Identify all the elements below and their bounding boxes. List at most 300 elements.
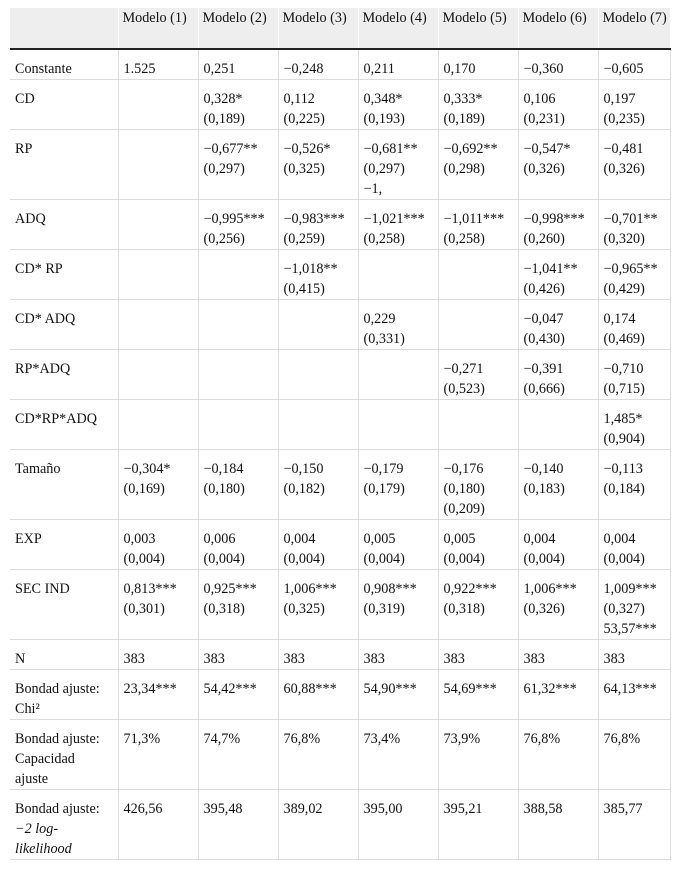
cell-value: −0,179 xyxy=(363,461,404,477)
table-cell xyxy=(598,670,670,720)
cell-value-secondary: (0,180) xyxy=(443,481,485,497)
cell-value: −0,605 xyxy=(603,61,644,77)
table-cell xyxy=(278,200,358,250)
table-cell xyxy=(278,670,358,720)
row-label xyxy=(10,80,118,130)
cell-value: 0,211 xyxy=(363,61,395,77)
cell-value-secondary: (0,182) xyxy=(283,481,325,497)
row-label-line: CD* RP xyxy=(15,261,63,277)
table-cell xyxy=(518,790,598,860)
row-label-line: RP xyxy=(15,141,33,157)
cell-value-secondary: (0,004) xyxy=(123,551,165,567)
table-row xyxy=(10,49,670,80)
header-model-2: Modelo (2) xyxy=(198,8,278,49)
header-model-7: Modelo (7) xyxy=(598,8,670,49)
table-cell xyxy=(118,450,198,520)
row-label-line: ADQ xyxy=(15,211,46,227)
table-cell xyxy=(278,570,358,640)
table-cell xyxy=(518,670,598,720)
cell-value-secondary: (0,297) xyxy=(203,161,245,177)
cell-value-secondary: 53,57*** xyxy=(603,621,657,637)
header-model-3: Modelo (3) xyxy=(278,8,358,49)
table-cell xyxy=(198,200,278,250)
table-cell xyxy=(198,640,278,670)
table-cell xyxy=(358,720,438,790)
cell-value: 426,56 xyxy=(123,801,163,817)
table-cell xyxy=(118,400,198,450)
cell-value-secondary: (0,429) xyxy=(603,281,645,297)
cell-value: 73,9% xyxy=(443,731,481,747)
row-label-line: Capacidad xyxy=(15,751,75,767)
table-row xyxy=(10,640,670,670)
cell-value-secondary: (0,260) xyxy=(523,231,565,247)
cell-value-secondary: (0,326) xyxy=(523,601,565,617)
table-cell xyxy=(278,520,358,570)
table-cell xyxy=(438,790,518,860)
table-cell xyxy=(518,720,598,790)
cell-value: 385,77 xyxy=(603,801,643,817)
cell-value: 0,112 xyxy=(283,91,315,107)
cell-value: 0,004 xyxy=(523,531,556,547)
table-row xyxy=(10,80,670,130)
cell-value: 76,8% xyxy=(283,731,321,747)
table-cell xyxy=(278,720,358,790)
cell-value: 1,485* xyxy=(603,411,643,427)
cell-value: −1,041** xyxy=(523,261,578,277)
cell-value: 0,197 xyxy=(603,91,636,107)
cell-value: 0,908*** xyxy=(363,581,417,597)
cell-value-secondary: (0,004) xyxy=(443,551,485,567)
table-cell xyxy=(198,350,278,400)
row-label xyxy=(10,250,118,300)
row-label xyxy=(10,300,118,350)
cell-value-secondary: (0,666) xyxy=(523,381,565,397)
table-cell xyxy=(198,300,278,350)
table-cell xyxy=(198,49,278,80)
table-cell xyxy=(278,450,358,520)
cell-value: 54,69*** xyxy=(443,681,497,697)
table-cell xyxy=(118,80,198,130)
table-cell xyxy=(198,720,278,790)
cell-value-secondary: (0,430) xyxy=(523,331,565,347)
cell-value: 1,006*** xyxy=(283,581,337,597)
table-cell xyxy=(198,520,278,570)
table-cell xyxy=(198,790,278,860)
cell-value: 71,3% xyxy=(123,731,161,747)
cell-value: 73,4% xyxy=(363,731,401,747)
cell-value: −0,481 xyxy=(603,141,644,157)
cell-value: −0,047 xyxy=(523,311,564,327)
table-body xyxy=(10,49,670,860)
table-cell xyxy=(278,130,358,200)
cell-value: 383 xyxy=(203,651,225,667)
header-model-4: Modelo (4) xyxy=(358,8,438,49)
row-label-line: CD*RP*ADQ xyxy=(15,411,97,427)
row-label xyxy=(10,49,118,80)
table-cell xyxy=(438,350,518,400)
table-cell xyxy=(278,49,358,80)
table-row xyxy=(10,570,670,640)
cell-value: −0,677** xyxy=(203,141,258,157)
cell-value-secondary: (0,325) xyxy=(283,601,325,617)
table-cell xyxy=(438,250,518,300)
table-cell xyxy=(518,640,598,670)
table-cell xyxy=(598,350,670,400)
cell-value: −0,360 xyxy=(523,61,564,77)
cell-value: −0,113 xyxy=(603,461,643,477)
table-cell xyxy=(358,400,438,450)
cell-value: 1.525 xyxy=(123,61,156,77)
header-corner xyxy=(10,8,118,49)
header-row xyxy=(10,8,670,49)
cell-value: −0,547* xyxy=(523,141,571,157)
cell-value-secondary: (0,004) xyxy=(283,551,325,567)
row-label-line: likelihood xyxy=(15,841,72,857)
cell-value: −0,248 xyxy=(283,61,324,77)
table-row xyxy=(10,130,670,200)
cell-value-secondary: −1, xyxy=(363,181,383,197)
row-label-line: −2 log- xyxy=(15,821,59,837)
cell-value: −0,701** xyxy=(603,211,658,227)
cell-value: 0,170 xyxy=(443,61,476,77)
table-row xyxy=(10,790,670,860)
row-label-line: ajuste xyxy=(15,771,49,787)
table-cell xyxy=(358,80,438,130)
cell-value-secondary: (0,715) xyxy=(603,381,645,397)
table-cell xyxy=(598,200,670,250)
table-cell xyxy=(438,640,518,670)
cell-value-secondary: (0,169) xyxy=(123,481,165,497)
cell-value: 383 xyxy=(523,651,545,667)
cell-value-secondary: (0,179) xyxy=(363,481,405,497)
table-cell xyxy=(438,200,518,250)
cell-value: −1,021*** xyxy=(363,211,425,227)
table-cell xyxy=(358,640,438,670)
table-row xyxy=(10,450,670,520)
cell-value-secondary: (0,426) xyxy=(523,281,565,297)
cell-value-secondary: (0,258) xyxy=(363,231,405,247)
cell-value: −1,011*** xyxy=(443,211,505,227)
table-cell xyxy=(518,250,598,300)
cell-value: 61,32*** xyxy=(523,681,577,697)
row-label xyxy=(10,350,118,400)
table-cell xyxy=(438,80,518,130)
cell-value: 64,13*** xyxy=(603,681,657,697)
table-cell xyxy=(518,520,598,570)
table-cell xyxy=(118,640,198,670)
row-label-line: Bondad ajuste: xyxy=(15,801,100,817)
table-cell xyxy=(118,250,198,300)
table-cell xyxy=(438,720,518,790)
table-cell xyxy=(278,400,358,450)
table-cell xyxy=(518,300,598,350)
table-header xyxy=(10,8,670,49)
table-row xyxy=(10,250,670,300)
cell-value-secondary: (0,189) xyxy=(443,111,485,127)
cell-value: 0,251 xyxy=(203,61,236,77)
cell-value-secondary: (0,318) xyxy=(443,601,485,617)
header-model-1: Modelo (1) xyxy=(118,8,198,49)
cell-value: 0,005 xyxy=(443,531,476,547)
table-cell xyxy=(598,250,670,300)
row-label xyxy=(10,790,118,860)
cell-value: 0,229 xyxy=(363,311,396,327)
row-label-line: Bondad ajuste: xyxy=(15,681,100,697)
table-cell xyxy=(118,300,198,350)
table-cell xyxy=(358,350,438,400)
cell-value-secondary: (0,193) xyxy=(363,111,405,127)
table-cell xyxy=(358,570,438,640)
cell-value: 0,004 xyxy=(283,531,316,547)
row-label xyxy=(10,720,118,790)
table-cell xyxy=(518,350,598,400)
table-cell xyxy=(198,250,278,300)
table-cell xyxy=(438,570,518,640)
cell-value-secondary: (0,331) xyxy=(363,331,405,347)
cell-value: 383 xyxy=(443,651,465,667)
table-cell xyxy=(518,49,598,80)
table-cell xyxy=(358,520,438,570)
cell-value: 383 xyxy=(123,651,145,667)
table-cell xyxy=(598,49,670,80)
table-cell xyxy=(598,300,670,350)
cell-value-secondary: (0,004) xyxy=(203,551,245,567)
cell-value-secondary: (0,523) xyxy=(443,381,485,397)
cell-value: 0,348* xyxy=(363,91,403,107)
table-cell xyxy=(518,400,598,450)
cell-value: −1,018** xyxy=(283,261,338,277)
table-cell xyxy=(278,80,358,130)
cell-value: 0,006 xyxy=(203,531,236,547)
cell-value: −0,995*** xyxy=(203,211,265,227)
table-cell xyxy=(118,200,198,250)
cell-value: 54,42*** xyxy=(203,681,257,697)
cell-value: 395,00 xyxy=(363,801,403,817)
table-cell xyxy=(198,130,278,200)
cell-value: −0,184 xyxy=(203,461,244,477)
table-cell xyxy=(518,200,598,250)
cell-value: 0,925*** xyxy=(203,581,257,597)
table-cell xyxy=(598,130,670,200)
table-cell xyxy=(118,790,198,860)
cell-value: −0,681** xyxy=(363,141,418,157)
table-cell xyxy=(598,520,670,570)
cell-value: 395,48 xyxy=(203,801,243,817)
cell-value-secondary: (0,327) xyxy=(603,601,645,617)
cell-value: −0,692** xyxy=(443,141,498,157)
row-label-line: CD xyxy=(15,91,35,107)
cell-value: −0,304* xyxy=(123,461,171,477)
cell-value: 1,006*** xyxy=(523,581,577,597)
cell-value: 0,106 xyxy=(523,91,556,107)
cell-value-secondary: (0,298) xyxy=(443,161,485,177)
cell-value: −0,983*** xyxy=(283,211,345,227)
table-cell xyxy=(518,570,598,640)
cell-value-secondary: (0,469) xyxy=(603,331,645,347)
table-cell xyxy=(358,250,438,300)
table-cell xyxy=(598,720,670,790)
table-cell xyxy=(358,200,438,250)
cell-value: 0,328* xyxy=(203,91,243,107)
cell-value-secondary: (0,256) xyxy=(203,231,245,247)
row-label-line: SEC IND xyxy=(15,581,70,597)
cell-value-secondary: (0,189) xyxy=(203,111,245,127)
cell-value-secondary: (0,235) xyxy=(603,111,645,127)
table-cell xyxy=(198,80,278,130)
cell-value-secondary: (0,297) xyxy=(363,161,405,177)
cell-value-secondary: (0,318) xyxy=(203,601,245,617)
table-row xyxy=(10,520,670,570)
cell-value: 1,009*** xyxy=(603,581,657,597)
cell-value: 383 xyxy=(283,651,305,667)
table-cell xyxy=(598,790,670,860)
cell-value-secondary: (0,319) xyxy=(363,601,405,617)
cell-value-secondary: (0,225) xyxy=(283,111,325,127)
cell-value-secondary: (0,415) xyxy=(283,281,325,297)
cell-value: −0,710 xyxy=(603,361,644,377)
cell-value: 60,88*** xyxy=(283,681,337,697)
table-row xyxy=(10,200,670,250)
table-cell xyxy=(278,350,358,400)
row-label-line: Chi² xyxy=(15,701,40,717)
table-cell xyxy=(598,450,670,520)
table-cell xyxy=(198,450,278,520)
table-cell xyxy=(198,400,278,450)
row-label-line: N xyxy=(15,651,26,667)
row-label-line: Bondad ajuste: xyxy=(15,731,100,747)
cell-value: −0,271 xyxy=(443,361,484,377)
row-label-line: Constante xyxy=(15,61,72,77)
cell-value: −0,526* xyxy=(283,141,331,157)
row-label-line: CD* ADQ xyxy=(15,311,76,327)
table-cell xyxy=(598,400,670,450)
table-cell xyxy=(358,790,438,860)
cell-value: 0,922*** xyxy=(443,581,497,597)
row-label xyxy=(10,670,118,720)
cell-value: −0,391 xyxy=(523,361,564,377)
cell-value: 0,174 xyxy=(603,311,636,327)
table-cell xyxy=(598,80,670,130)
cell-value: 23,34*** xyxy=(123,681,177,697)
cell-value: 74,7% xyxy=(203,731,241,747)
table-cell xyxy=(358,49,438,80)
cell-value: −0,150 xyxy=(283,461,324,477)
table-cell xyxy=(358,670,438,720)
row-label xyxy=(10,570,118,640)
table-cell xyxy=(278,250,358,300)
table-cell xyxy=(358,300,438,350)
cell-value: 0,004 xyxy=(603,531,636,547)
table-cell xyxy=(198,570,278,640)
table-cell xyxy=(278,790,358,860)
table-row xyxy=(10,400,670,450)
cell-value: −0,965** xyxy=(603,261,658,277)
table-row xyxy=(10,720,670,790)
cell-value: 76,8% xyxy=(603,731,641,747)
regression-table-container xyxy=(10,8,670,860)
cell-value: 0,005 xyxy=(363,531,396,547)
table-cell xyxy=(438,130,518,200)
cell-value-secondary: (0,004) xyxy=(523,551,565,567)
cell-value-secondary: (0,180) xyxy=(203,481,245,497)
table-row xyxy=(10,350,670,400)
cell-value: 389,02 xyxy=(283,801,323,817)
cell-value-secondary: (0,259) xyxy=(283,231,325,247)
cell-value: 54,90*** xyxy=(363,681,417,697)
table-cell xyxy=(438,520,518,570)
row-label xyxy=(10,520,118,570)
row-label xyxy=(10,450,118,520)
row-label xyxy=(10,640,118,670)
header-model-5: Modelo (5) xyxy=(438,8,518,49)
table-cell xyxy=(518,130,598,200)
table-cell xyxy=(358,450,438,520)
cell-value: 383 xyxy=(603,651,625,667)
table-row xyxy=(10,300,670,350)
table-row xyxy=(10,670,670,720)
table-cell xyxy=(598,640,670,670)
table-cell xyxy=(438,450,518,520)
row-label-line: RP*ADQ xyxy=(15,361,71,377)
table-cell xyxy=(198,670,278,720)
table-cell xyxy=(278,300,358,350)
row-label-line: EXP xyxy=(15,531,42,547)
cell-value-secondary: (0,320) xyxy=(603,231,645,247)
table-cell xyxy=(438,670,518,720)
cell-value: −0,140 xyxy=(523,461,564,477)
cell-value-secondary: (0,209) xyxy=(443,501,485,517)
cell-value: 0,003 xyxy=(123,531,156,547)
cell-value-secondary: (0,258) xyxy=(443,231,485,247)
cell-value: 0,813*** xyxy=(123,581,177,597)
table-cell xyxy=(438,400,518,450)
cell-value-secondary: (0,904) xyxy=(603,431,645,447)
table-cell xyxy=(518,450,598,520)
table-cell xyxy=(118,520,198,570)
cell-value-secondary: (0,004) xyxy=(603,551,645,567)
cell-value: 383 xyxy=(363,651,385,667)
cell-value-secondary: (0,183) xyxy=(523,481,565,497)
row-label-line: Tamaño xyxy=(15,461,61,477)
table-cell xyxy=(518,80,598,130)
row-label xyxy=(10,200,118,250)
cell-value-secondary: (0,301) xyxy=(123,601,165,617)
cell-value: 395,21 xyxy=(443,801,483,817)
cell-value: 76,8% xyxy=(523,731,561,747)
table-cell xyxy=(598,570,670,640)
row-label xyxy=(10,400,118,450)
table-cell xyxy=(438,300,518,350)
cell-value-secondary: (0,184) xyxy=(603,481,645,497)
table-cell xyxy=(118,49,198,80)
table-cell xyxy=(438,49,518,80)
table-cell xyxy=(358,130,438,200)
cell-value-secondary: (0,231) xyxy=(523,111,565,127)
table-cell xyxy=(278,640,358,670)
row-label xyxy=(10,130,118,200)
header-model-6: Modelo (6) xyxy=(518,8,598,49)
table-cell xyxy=(118,350,198,400)
cell-value-secondary: (0,004) xyxy=(363,551,405,567)
table-cell xyxy=(118,720,198,790)
cell-value-secondary: (0,325) xyxy=(283,161,325,177)
cell-value-secondary: (0,326) xyxy=(603,161,645,177)
cell-value: 388,58 xyxy=(523,801,563,817)
cell-value: −0,176 xyxy=(443,461,484,477)
table-cell xyxy=(118,570,198,640)
cell-value-secondary: (0,326) xyxy=(523,161,565,177)
cell-value: 0,333* xyxy=(443,91,483,107)
